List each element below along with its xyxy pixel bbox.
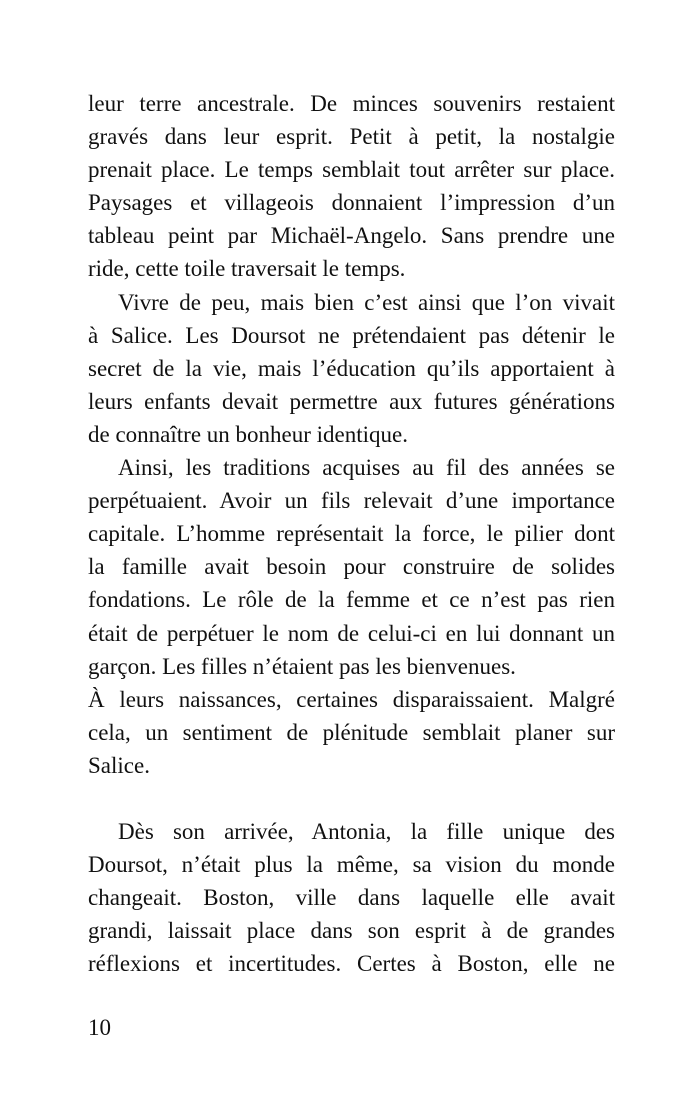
text-line: de connaître un bonheur identique. [88, 421, 408, 447]
text-line: gravés dans leur esprit. Petit à petit, la nostalgie [88, 124, 615, 150]
paragraph-spacer [88, 782, 615, 815]
text-line: garçon. Les filles n’étaient pas les bienvenues. [88, 653, 516, 679]
text-line: capitale. L’homme représentait la force, le pilier dont [88, 521, 615, 547]
text-line: grandi, laissait place dans son esprit à de grandes [88, 918, 615, 944]
text-line: prenait place. Le temps semblait tout arrêter sur place. [88, 157, 615, 183]
text-line: perpétuaient. Avoir un fils relevait d’une importance [88, 488, 615, 514]
text-line: Dès son arrivée, Antonia, la fille unique des [118, 819, 615, 845]
page-number: 10 [88, 1015, 111, 1040]
text-line: la famille avait besoin pour construire de solides [88, 554, 615, 580]
body-text [88, 87, 615, 981]
text-line: était de perpétuer le nom de celui-ci en lui donnant un [88, 620, 615, 646]
text-line: Ainsi, les traditions acquises au fil des années se [118, 455, 615, 481]
text-line: secret de la vie, mais l’éducation qu’ils apportaient à [88, 355, 615, 381]
text-line: Paysages et villageois donnaient l’impression d’un [88, 190, 615, 216]
text-line: Doursot, n’était plus la même, sa vision du monde [88, 852, 615, 878]
paragraph [88, 815, 615, 980]
paragraph [88, 451, 615, 683]
paragraph [88, 87, 615, 286]
paragraph [88, 286, 615, 451]
text-line: réflexions et incertitudes. Certes à Boston, elle ne [88, 951, 615, 977]
text-line: fondations. Le rôle de la femme et ce n’est pas rien [88, 587, 615, 613]
text-line: Vivre de peu, mais bien c’est ainsi que l’on vivait [118, 289, 615, 315]
text-line: changeait. Boston, ville dans laquelle elle avait [88, 885, 615, 911]
text-line: leur terre ancestrale. De minces souvenirs restaient [88, 91, 615, 116]
text-line: leurs enfants devait permettre aux futures générations [88, 388, 615, 414]
text-line: ride, cette toile traversait le temps. [88, 256, 406, 282]
text-line: à Salice. Les Doursot ne prétendaient pas détenir le [88, 322, 615, 348]
text-line: Salice. [88, 752, 150, 778]
text-line: À leurs naissances, certaines disparaissaient. Malgré [88, 686, 615, 712]
text-line: cela, un sentiment de plénitude semblait planer sur [88, 719, 615, 745]
paragraph [88, 683, 615, 782]
text-line: tableau peint par Michaël-Angelo. Sans prendre une [88, 223, 615, 249]
